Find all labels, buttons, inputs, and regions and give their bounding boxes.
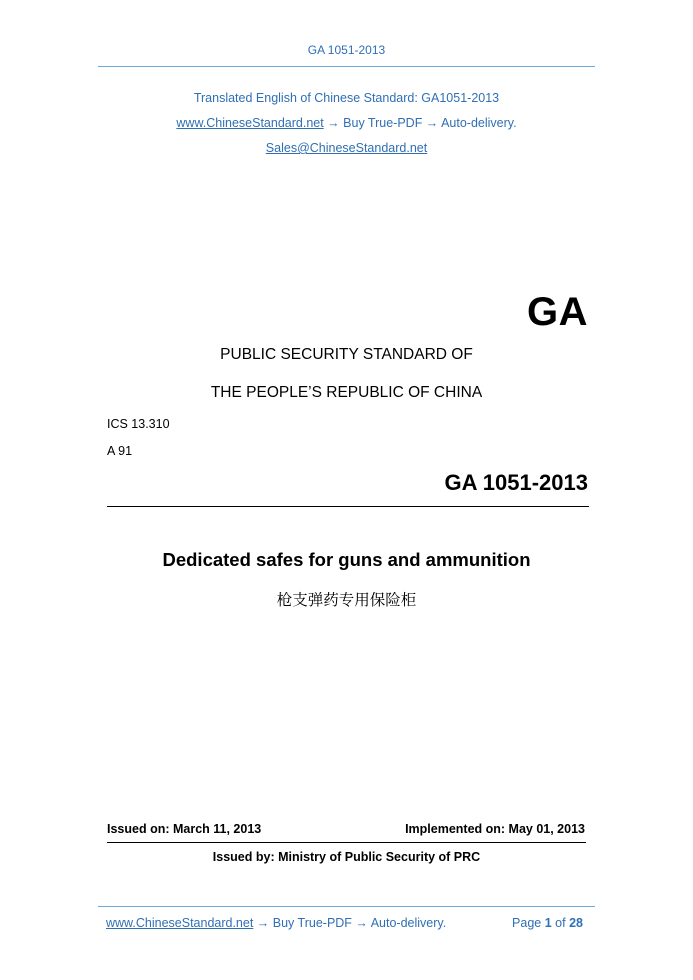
page-label: Page [512, 916, 542, 930]
page-current: 1 [544, 916, 552, 930]
page-of: of [555, 916, 566, 930]
footer-divider [98, 906, 595, 907]
title-divider [107, 506, 589, 507]
site-link[interactable]: www.ChineseStandard.net [176, 116, 324, 130]
ics-code: ICS 13.310 [107, 417, 170, 431]
issue-divider [107, 842, 586, 843]
page-total: 28 [569, 916, 583, 930]
translated-notice: Translated English of Chinese Standard: GA1051-2013 [193, 91, 500, 105]
ga-logo: GA [527, 290, 588, 334]
issued-by: Issued by: Ministry of Public Security of PRC [212, 850, 481, 864]
sales-email-link[interactable]: Sales@ChineseStandard.net [265, 141, 428, 155]
page-indicator [512, 916, 583, 930]
standard-number: GA 1051-2013 [444, 470, 588, 495]
footer-site-link[interactable]: www.ChineseStandard.net [106, 916, 254, 930]
promo-text: → Buy True-PDF → Auto-delivery. [323, 116, 517, 130]
header-divider [98, 66, 595, 67]
title-english: Dedicated safes for guns and ammunition [162, 549, 531, 570]
footer-promo [106, 916, 446, 930]
ccs-code: A 91 [107, 444, 133, 458]
issued-on: Issued on: March 11, 2013 [107, 822, 262, 836]
sales-line [0, 141, 693, 155]
title-chinese: 枪支弹药专用保险柜 [276, 591, 417, 609]
implemented-on: Implemented on: May 01, 2013 [405, 822, 585, 836]
standard-type-line2: THE PEOPLE’S REPUBLIC OF CHINA [210, 384, 483, 401]
standard-type-line1: PUBLIC SECURITY STANDARD OF [220, 346, 473, 363]
promo-line [0, 116, 693, 130]
footer-promo-text: → Buy True-PDF → Auto-delivery. [253, 916, 447, 930]
header-code: GA 1051-2013 [307, 43, 386, 57]
